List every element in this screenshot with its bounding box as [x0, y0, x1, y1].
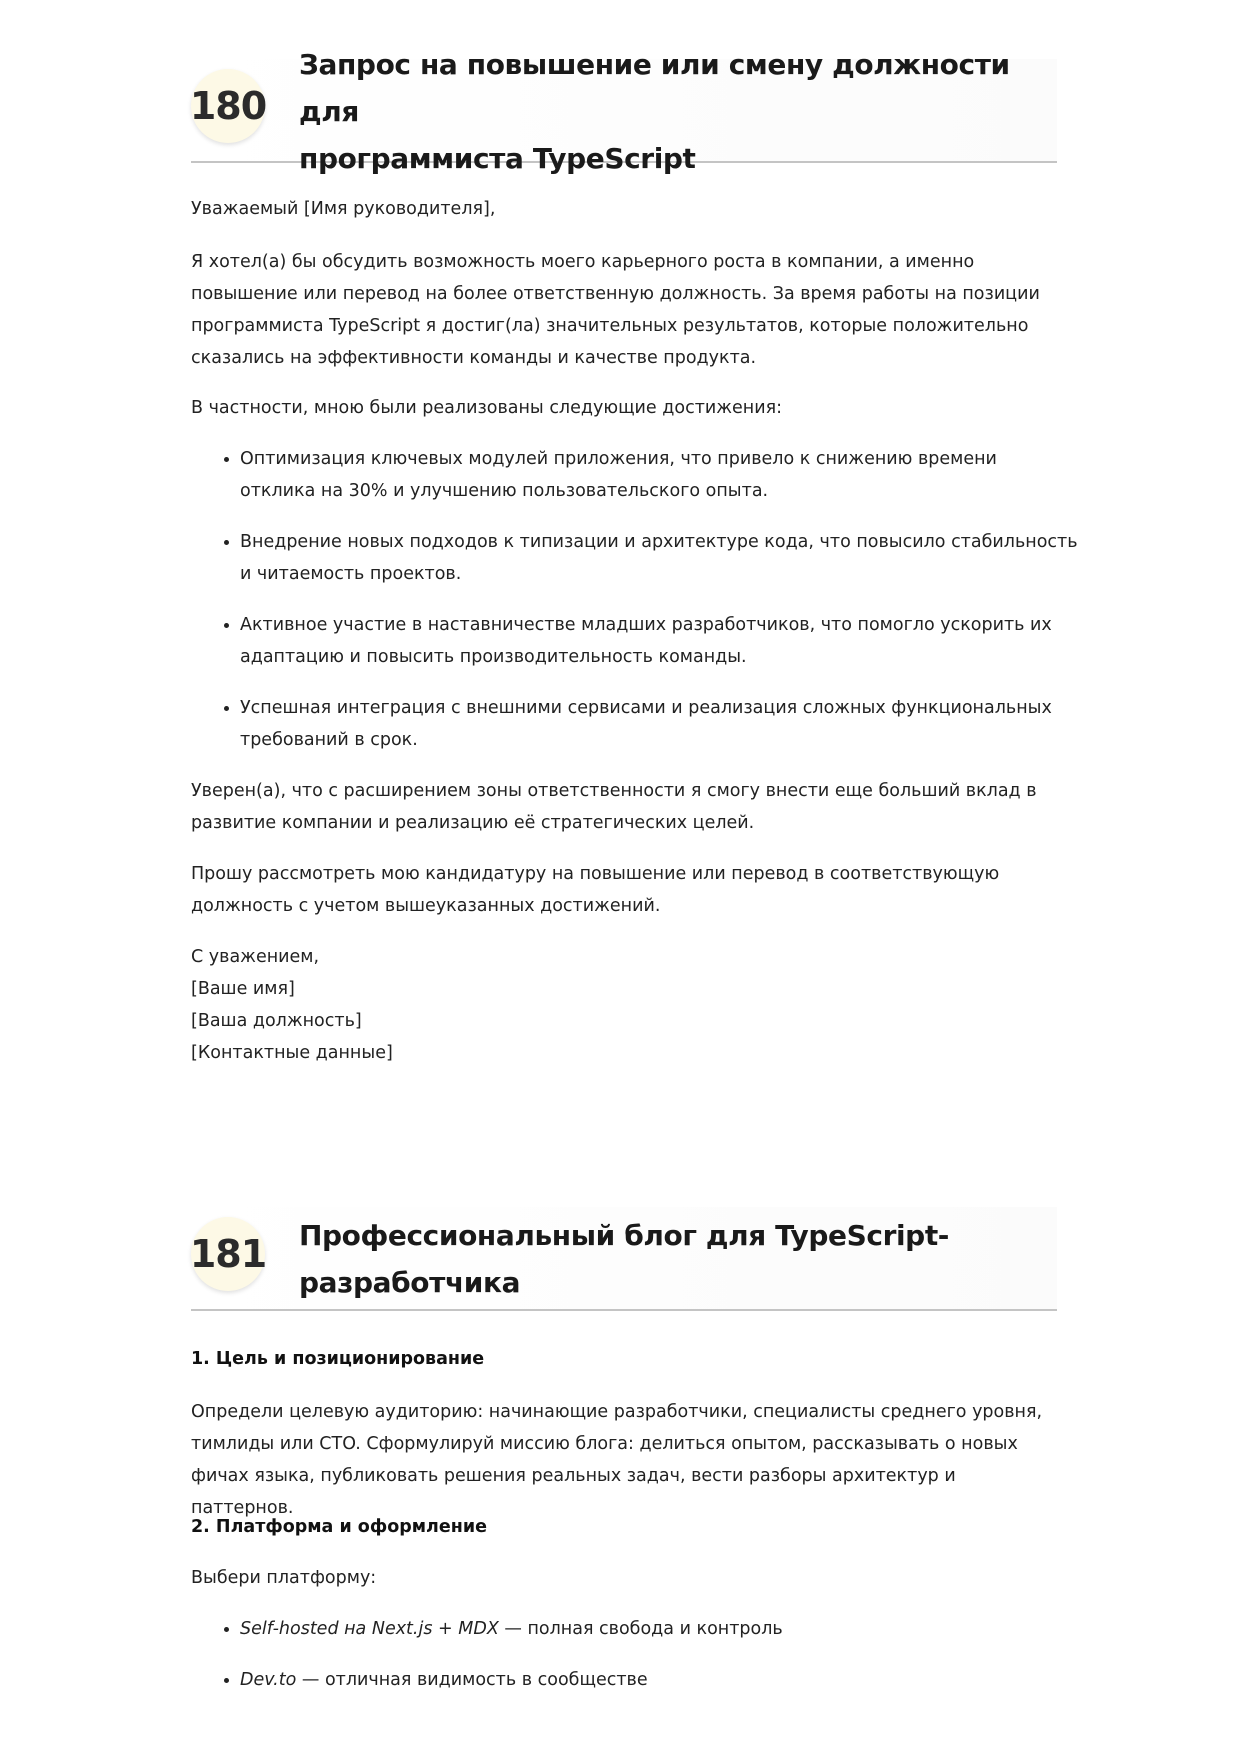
platforms-list	[191, 1613, 1106, 1696]
text-line: тимлиды или CTO. Сформулируй миссию блога: делиться опытом, рассказывать о новых	[191, 1434, 1018, 1454]
text-line: Внедрение новых подходов к типизации и архитектуре кода, что повысило стабильность	[240, 532, 1078, 552]
paragraph	[191, 775, 1057, 839]
text-line: программиста TypeScript я достиг(ла) значительных результатов, которые положительно	[191, 316, 1029, 336]
title-line: Запрос на повышение или смену должности для	[299, 47, 1010, 128]
text-line: и читаемость проектов.	[240, 564, 462, 584]
section-title	[299, 41, 1057, 182]
text-line: С уважением,	[191, 947, 320, 967]
platform-name: Self-hosted на Next.js + MDX	[240, 1619, 499, 1639]
platform-name: Dev.to	[240, 1670, 297, 1690]
list-item	[240, 1613, 1106, 1645]
text-line: [Контактные данные]	[191, 1043, 393, 1063]
text-line: Я хотел(а) бы обсудить возможность моего карьерного роста в компании, а именно	[191, 252, 975, 272]
text-line: Уверен(а), что с расширением зоны ответственности я смогу внести еще больший вклад в	[191, 781, 1037, 801]
section-number-badge: 181	[191, 1217, 265, 1291]
text-line: [Ваша должность]	[191, 1011, 362, 1031]
list-item	[240, 692, 1106, 756]
title-line: разработчика	[299, 1266, 521, 1299]
paragraph	[191, 858, 1057, 922]
list-item	[240, 443, 1106, 507]
text-line: [Ваше имя]	[191, 979, 295, 999]
section-181-header	[191, 1207, 1057, 1311]
text-line: адаптацию и повысить производительность команды.	[240, 647, 747, 667]
list-item	[240, 1664, 1106, 1696]
text-line: повышение или перевод на более ответственную должность. За время работы на позиции	[191, 284, 1040, 304]
text-line: развитие компании и реализацию её стратегических целей.	[191, 813, 755, 833]
text-line: отклика на 30% и улучшению пользовательского опыта.	[240, 481, 769, 501]
section-number-badge: 180	[191, 69, 265, 143]
list-item	[240, 526, 1106, 590]
text-line: Успешная интеграция с внешними сервисами и реализация сложных функциональных	[240, 698, 1052, 718]
sub-heading: 2. Платформа и оформление	[191, 1517, 487, 1537]
text-line: Определи целевую аудиторию: начинающие разработчики, специалисты среднего уровня,	[191, 1402, 1043, 1422]
text-line: Активное участие в наставничестве младших разработчиков, что помогло ускорить их	[240, 615, 1052, 635]
sub-heading: 1. Цель и позиционирование	[191, 1349, 485, 1369]
achievements-intro: В частности, мною были реализованы следующие достижения:	[191, 398, 783, 418]
text-line: требований в срок.	[240, 730, 418, 750]
section-title	[299, 1212, 949, 1306]
greeting: Уважаемый [Имя руководителя],	[191, 199, 496, 219]
title-line: Профессиональный блог для TypeScript-	[299, 1219, 950, 1252]
text-line: фичах языка, публиковать решения реальных задач, вести разборы архитектур и паттернов.	[191, 1466, 956, 1518]
achievements-list	[191, 443, 1106, 756]
platform-intro: Выбери платформу:	[191, 1568, 377, 1588]
text-line: Прошу рассмотреть мою кандидатуру на повышение или перевод в соответствующую	[191, 864, 1000, 884]
paragraph	[191, 1396, 1057, 1524]
text-line: должность с учетом вышеуказанных достижений.	[191, 896, 661, 916]
signature-block	[191, 941, 393, 1069]
title-line: программиста TypeScript	[299, 141, 696, 175]
section-180-header	[189, 47, 1057, 175]
list-item	[240, 609, 1106, 673]
platform-desc: — полная свобода и контроль	[498, 1619, 783, 1639]
platform-desc: — отличная видимость в сообществе	[296, 1670, 648, 1690]
text-line: Оптимизация ключевых модулей приложения, что привело к снижению времени	[240, 449, 997, 469]
text-line: сказались на эффективности команды и качестве продукта.	[191, 348, 757, 368]
paragraph	[191, 246, 1057, 374]
